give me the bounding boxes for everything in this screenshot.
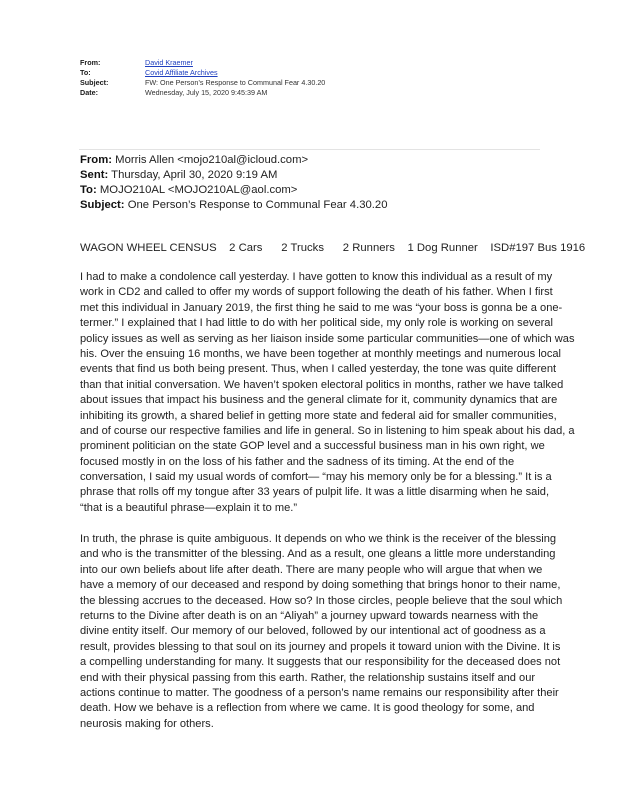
forward-header-subject-row	[80, 78, 325, 88]
paragraph-line: than that initial conversation. We haven’t spoken electoral politics in months, rather we have talked	[80, 378, 564, 391]
paragraph-line: divine entity itself. Our memory of our beloved, followed by our intentional act of goodness as a	[80, 625, 546, 638]
paragraph-line: neurosis making for others.	[80, 717, 214, 730]
forward-header	[80, 58, 325, 98]
forward-to-link[interactable]: Covid Affiliate Archives	[145, 68, 218, 77]
original-sent-label: Sent:	[80, 169, 109, 181]
forward-date-label: Date:	[80, 88, 98, 97]
paragraph-line: result, provides blessing to that soul on its journey and propels it toward union with the Divine. It is	[80, 640, 561, 653]
body-paragraph-2	[80, 532, 562, 732]
forward-header-from-row	[80, 58, 325, 68]
forward-header-to-row	[80, 68, 325, 78]
paragraph-line: about issues that impact his business and the general climate for it, community dynamics that are	[80, 394, 558, 407]
forward-from-link[interactable]: David Kraemer	[145, 58, 193, 67]
original-subject-label: Subject:	[80, 199, 125, 211]
paragraph-line: conversation, I said my usual words of comfort— “may his memory only be for a blessing.” It is a	[80, 471, 552, 484]
paragraph-line: prominent politician on the state GOP level and a successful business man in his own right, we	[80, 440, 545, 453]
paragraph-line: and of course our respective families and life in general. So in listening to him speak about his dad, a	[80, 424, 575, 437]
forward-subject-label: Subject:	[80, 78, 109, 87]
paragraph-line: focused mostly in on the loss of his father and the sadness of its timing. At the end of the	[80, 455, 515, 468]
forward-from-label: From:	[80, 58, 101, 67]
paragraph-line: the blessing accrues to the deceased. How so? In those circles, people believe that the soul which	[80, 594, 563, 607]
original-to-value: MOJO210AL <MOJO210AL@aol.com>	[96, 184, 298, 196]
paragraph-line: I had to make a condolence call yesterday. I have gotten to know this individual as a result of my	[80, 271, 553, 283]
paragraph-line: actions continue to matter. The goodness of a person’s name remains our responsibility after their	[80, 686, 559, 699]
paragraph-line: and who is the transmitter of the blessing. And as a result, one gleans a little more understanding	[80, 548, 556, 561]
message-divider	[79, 149, 540, 150]
forward-subject-value: FW: One Person’s Response to Communal Fear 4.30.20	[145, 78, 326, 87]
original-from-label: From:	[80, 154, 113, 166]
original-to-line	[80, 183, 387, 198]
original-subject-value: One Person’s Response to Communal Fear 4.30.20	[124, 199, 388, 211]
paragraph-line: termer.” I explained that I had little to do with her political side, my only role is working on several	[80, 317, 553, 330]
paragraph-line: policy issues as well as serving as her liaison inside some particular communities—one of which was	[80, 332, 575, 345]
forward-to-label: To:	[80, 68, 91, 77]
original-to-label: To:	[80, 184, 97, 196]
paragraph-line: work in CD2 and called to offer my words of support following the death of his father. When I first	[80, 286, 553, 299]
forward-date-value: Wednesday, July 15, 2020 9:45:39 AM	[145, 88, 268, 97]
paragraph-line: inhibiting its growth, a shared belief in getting more state and federal aid for smaller communities,	[80, 409, 557, 422]
original-message-header	[80, 153, 387, 213]
paragraph-line: death. How we behave is a reflection from where we came. It is good theology for some, and	[80, 702, 535, 715]
original-sent-value: Thursday, April 30, 2020 9:19 AM	[108, 169, 278, 181]
paragraph-line: have a memory of our deceased and respond by doing something that brings honor to their name,	[80, 579, 561, 592]
original-from-value: Morris Allen <mojo210al@icloud.com>	[112, 154, 309, 166]
paragraph-line: end with their physical passing from this earth. Rather, the relationship sustains itself and our	[80, 671, 536, 684]
paragraph-line: met this individual in January 2019, the first thing he said to me was “your boss is gonna be a one-	[80, 301, 563, 314]
paragraph-line: his. Over the ensuing 16 months, we have been together at monthly meetings and numerous local	[80, 347, 562, 360]
paragraph-line: a compelling understanding for many. It suggests that our responsibility for the deceased does not	[80, 656, 561, 669]
original-from-line	[80, 153, 387, 168]
census-line: WAGON WHEEL CENSUS 2 Cars 2 Trucks 2 Runners 1 Dog Runner ISD#197 Bus 1916	[80, 242, 586, 254]
forward-header-date-row	[80, 88, 325, 98]
paragraph-line: events that find us both being present. Thus, when I called yesterday, the tone was quite different	[80, 363, 557, 376]
paragraph-line: into our own beliefs about life after death. There are many people who will argue that when we	[80, 563, 543, 576]
paragraph-line: In truth, the phrase is quite ambiguous. It depends on who we think is the receiver of the blessing	[80, 533, 557, 545]
body-paragraph-1	[80, 270, 575, 516]
paragraph-line: returns to the Divine after death is on an “Aliyah” a journey upward towards nearness with the	[80, 609, 539, 622]
original-subject-line	[80, 198, 387, 213]
paragraph-line: “that is a beautiful phrase—explain it to me.”	[80, 501, 298, 514]
paragraph-line: phrase that rolls off my tongue after 33 years of pulpit life. It was a little disarming when he said,	[80, 486, 550, 499]
original-sent-line	[80, 168, 387, 183]
